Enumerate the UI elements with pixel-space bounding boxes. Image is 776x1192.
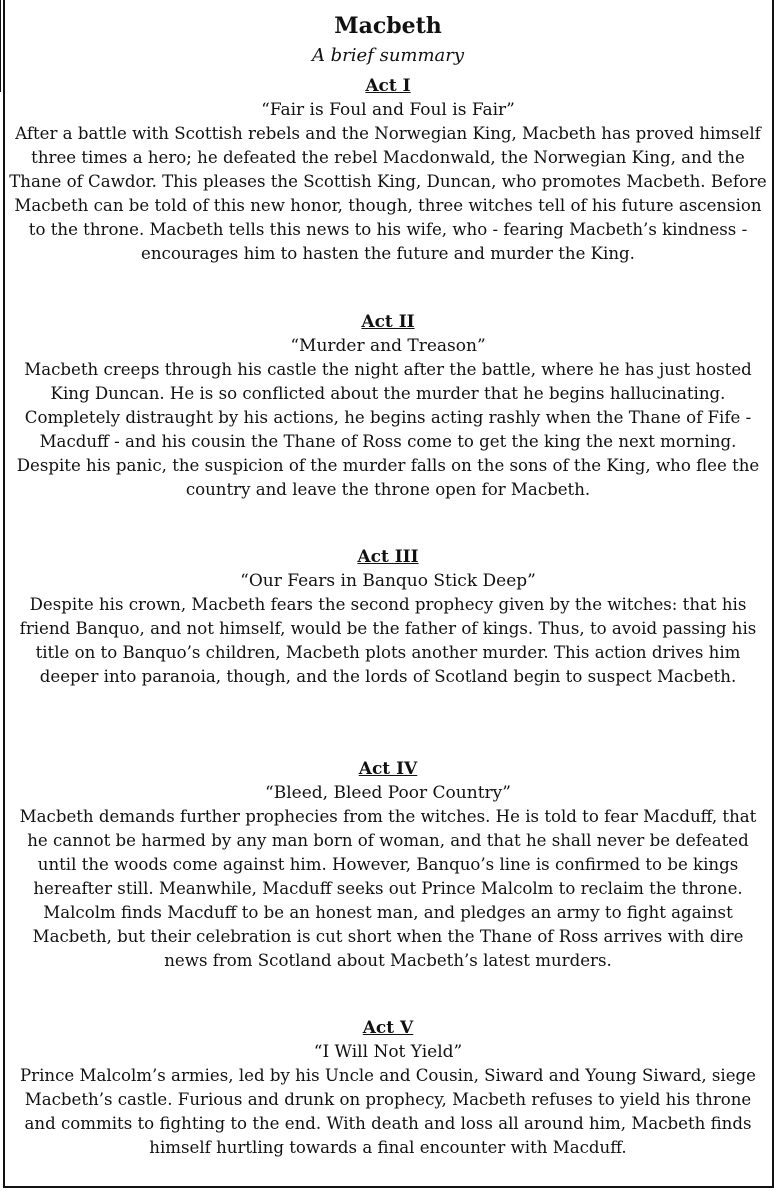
act-1-quote: “Fair is Foul and Foul is Fair” — [261, 100, 515, 120]
act-2-quote: “Murder and Treason” — [290, 336, 486, 356]
act-1-section — [5, 74, 771, 266]
act-4-heading: Act IV — [358, 759, 418, 779]
act-3-quote: “Our Fears in Banquo Stick Deep” — [240, 571, 536, 591]
act-2-summary: Macbeth creeps through his castle the night after the battle, where he has just hosted King Duncan. He is so conflicted about the murder that he begins hallucinating. Completely distraught by his actions, he begins acting rashly when the Thane of Fife - Macduff - and his cousin the Thane of Ross come to get the king the next morning. Despite his panic, the suspicion of the murder falls on the sons of the King, who flee the country and leave the throne open for Macbeth. — [16, 360, 760, 499]
document-subtitle: A brief summary — [311, 45, 465, 66]
act-2-section — [5, 310, 771, 502]
act-5-quote: “I Will Not Yield” — [313, 1042, 463, 1062]
act-3-summary: Despite his crown, Macbeth fears the second prophecy given by the witches: that his friend Banquo, and not himself, would be the father of kings. Thus, to avoid passing his title on to Banquo’s children, Macbeth plots another murder. This action drives him deeper into paranoia, though, and the lords of Scotland begin to suspect Macbeth. — [19, 595, 757, 686]
act-2-heading: Act II — [361, 312, 415, 332]
act-1-heading: Act I — [365, 76, 411, 96]
act-5-heading: Act V — [362, 1018, 414, 1038]
act-3-heading: Act III — [357, 547, 419, 567]
act-4-section — [5, 757, 771, 973]
act-3-section — [5, 545, 771, 689]
act-1-summary: After a battle with Scottish rebels and the Norwegian King, Macbeth has proved himself three times a hero; he defeated the rebel Macdonwald, the Norwegian King, and the Thane of Cawdor. This pleases the Scottish King, Duncan, who promotes Macbeth. Before Macbeth can be told of this new honor, though, three witches tell of his future ascension to the throne. Macbeth tells this news to his wife, who - fearing Macbeth’s kindness - encourages him to hasten the future and murder the King. — [9, 124, 767, 263]
act-5-summary: Prince Malcolm’s armies, led by his Uncle and Cousin, Siward and Young Siward, siege Macbeth’s castle. Furious and drunk on prophecy, Macbeth refuses to yield his throne and commits to fighting to the end. With death and loss all around him, Macbeth finds himself hurtling towards a final encounter with Macduff. — [20, 1066, 756, 1157]
act-4-summary: Macbeth demands further prophecies from the witches. He is told to fear Macduff, that he cannot be harmed by any man born of woman, and that he shall never be defeated until the woods come against him. However, Banquo’s line is confirmed to be kings hereafter still. Meanwhile, Macduff seeks out Prince Malcolm to reclaim the throne. Malcolm finds Macduff to be an honest man, and pledges an army to fight against Macbeth, but their celebration is cut short when the Thane of Ross arrives with dire news from Scotland about Macbeth’s latest murders. — [19, 807, 757, 970]
left-edge-mark — [0, 0, 1, 92]
act-4-quote: “Bleed, Bleed Poor Country” — [265, 783, 511, 803]
act-5-section — [5, 1016, 771, 1160]
document-title: Macbeth — [334, 13, 442, 39]
